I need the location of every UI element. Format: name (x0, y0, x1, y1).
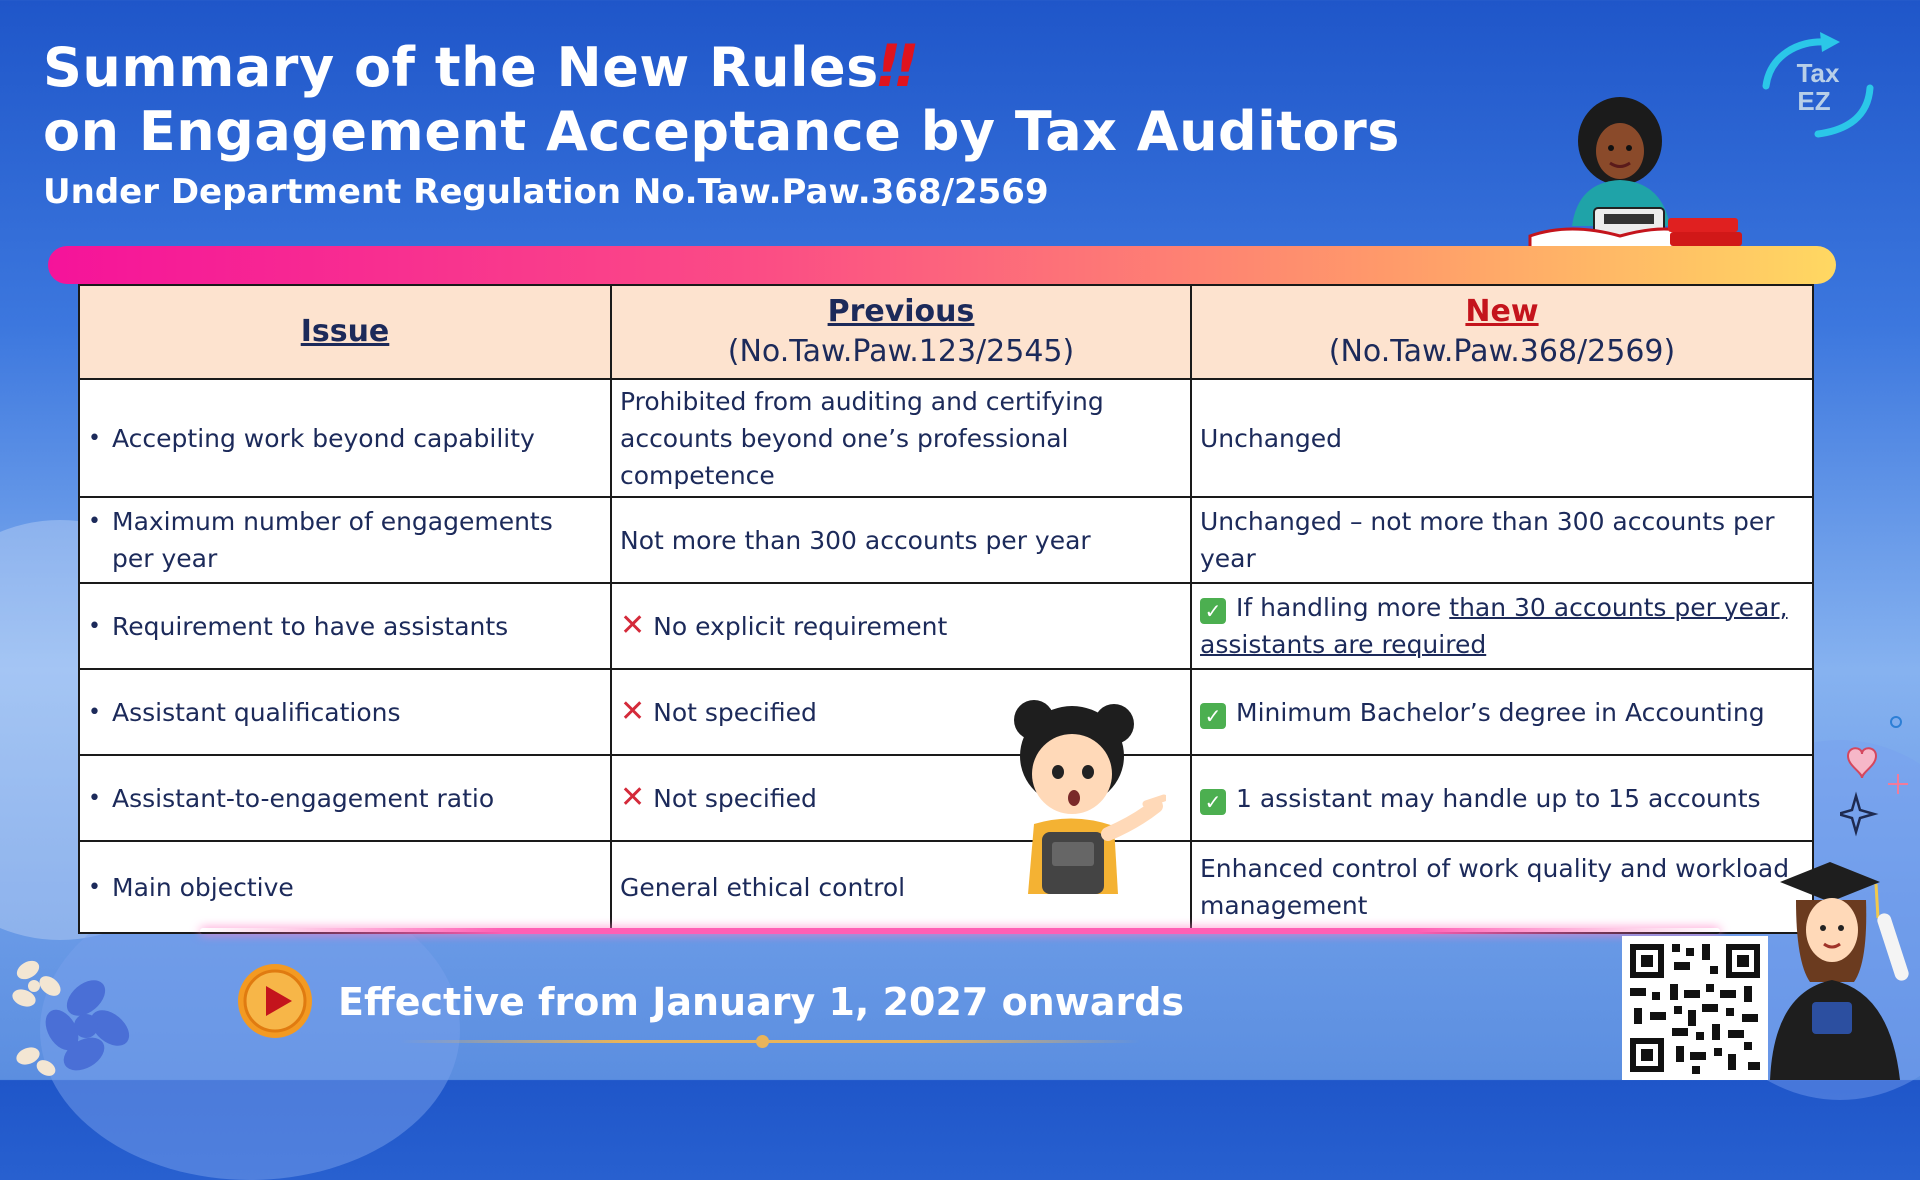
header-issue-label: Issue (300, 314, 390, 349)
logo-text-ez: EZ (1797, 86, 1831, 116)
table-row (79, 497, 1813, 583)
bullet-icon: • (88, 699, 101, 725)
header-previous-ref: (No.Taw.Paw.123/2545) (727, 334, 1075, 369)
rules-comparison-table (78, 284, 1814, 934)
new-text-prefix: If handling more (1236, 593, 1450, 622)
cross-icon: ✕ (620, 608, 646, 643)
table-row (79, 755, 1813, 841)
new-text: Enhanced control of work quality and workload management (1200, 854, 1790, 920)
issue-cell (79, 841, 611, 933)
new-text: Unchanged – not more than 300 accounts per year (1200, 507, 1775, 573)
effective-underline (400, 1040, 1140, 1043)
logo-text-tax: Tax (1796, 58, 1840, 88)
accountant-illustration (1520, 96, 1750, 266)
title-line-2: on Engagement Acceptance by Tax Auditors (43, 100, 1400, 163)
previous-text: General ethical control (620, 872, 906, 902)
new-text-underlined: than 30 accounts per year, assistants are required (1200, 593, 1788, 659)
header-new-label: New (1465, 294, 1539, 329)
previous-text: Not specified (653, 698, 817, 727)
effective-date-text: Effective from January 1, 2027 onwards (338, 980, 1185, 1024)
header-previous-label: Previous (827, 294, 975, 329)
cross-icon: ✕ (620, 694, 646, 729)
header-new (1191, 285, 1813, 379)
table-row (79, 379, 1813, 497)
issue-text: Assistant-to-engagement ratio (112, 783, 495, 813)
glow-divider (200, 928, 1720, 934)
new-cell (1191, 755, 1813, 841)
issue-cell (79, 755, 611, 841)
issue-text: Accepting work beyond capability (112, 423, 535, 453)
flower-decoration (6, 958, 136, 1076)
accent-bar (48, 246, 1836, 284)
play-icon (236, 962, 314, 1040)
check-icon: ✓ (1200, 789, 1226, 815)
table-row (79, 841, 1813, 933)
qr-code (1622, 936, 1768, 1080)
issue-text: Requirement to have assistants (112, 611, 509, 641)
check-icon: ✓ (1200, 598, 1226, 624)
issue-cell (79, 583, 611, 669)
bullet-icon: • (88, 425, 101, 451)
previous-text: No explicit requirement (653, 612, 948, 641)
issue-cell (79, 497, 611, 583)
subtitle: Under Department Regulation No.Taw.Paw.368/2569 (43, 172, 1049, 212)
issue-text: Main objective (112, 872, 294, 902)
new-text: Minimum Bachelor’s degree in Accounting (1236, 697, 1765, 727)
new-cell (1191, 841, 1813, 933)
new-text: Unchanged (1200, 423, 1343, 453)
bullet-icon: • (88, 874, 101, 900)
new-cell (1191, 497, 1813, 583)
graduate-illustration (1760, 862, 1920, 1080)
previous-cell (611, 497, 1191, 583)
table-row (79, 583, 1813, 669)
pointing-girl-illustration (996, 694, 1166, 900)
table-header-row (79, 285, 1813, 379)
header-issue (79, 285, 611, 379)
new-cell (1191, 583, 1813, 669)
previous-text: Not specified (653, 784, 817, 813)
previous-cell (611, 379, 1191, 497)
issue-text: Assistant qualifications (112, 697, 401, 727)
bullet-icon: • (88, 613, 101, 639)
effective-underline-dot (756, 1035, 769, 1048)
check-icon: ✓ (1200, 703, 1226, 729)
issue-cell (79, 379, 611, 497)
new-cell (1191, 669, 1813, 755)
header-previous (611, 285, 1191, 379)
double-exclamation-icon: ‼ (878, 32, 916, 100)
new-cell (1191, 379, 1813, 497)
sparkle-decoration (1840, 700, 1920, 850)
title-text-1: Summary of the New Rules (43, 36, 879, 99)
previous-text: Not more than 300 accounts per year (620, 525, 1091, 555)
cross-icon: ✕ (620, 780, 646, 815)
table-row (79, 669, 1813, 755)
bullet-icon: • (88, 785, 101, 811)
bullet-icon: • (88, 509, 101, 534)
header-new-ref: (No.Taw.Paw.368/2569) (1328, 334, 1676, 369)
previous-text: Prohibited from auditing and certifying accounts beyond one’s professional competence (620, 386, 1104, 490)
new-text: 1 assistant may handle up to 15 accounts (1236, 783, 1761, 813)
title-block (43, 34, 1400, 214)
tax-ez-logo (1758, 30, 1878, 140)
previous-cell (611, 583, 1191, 669)
title-line-1 (43, 34, 1400, 100)
issue-cell (79, 669, 611, 755)
issue-text: Maximum number of engagements per year (112, 507, 553, 573)
